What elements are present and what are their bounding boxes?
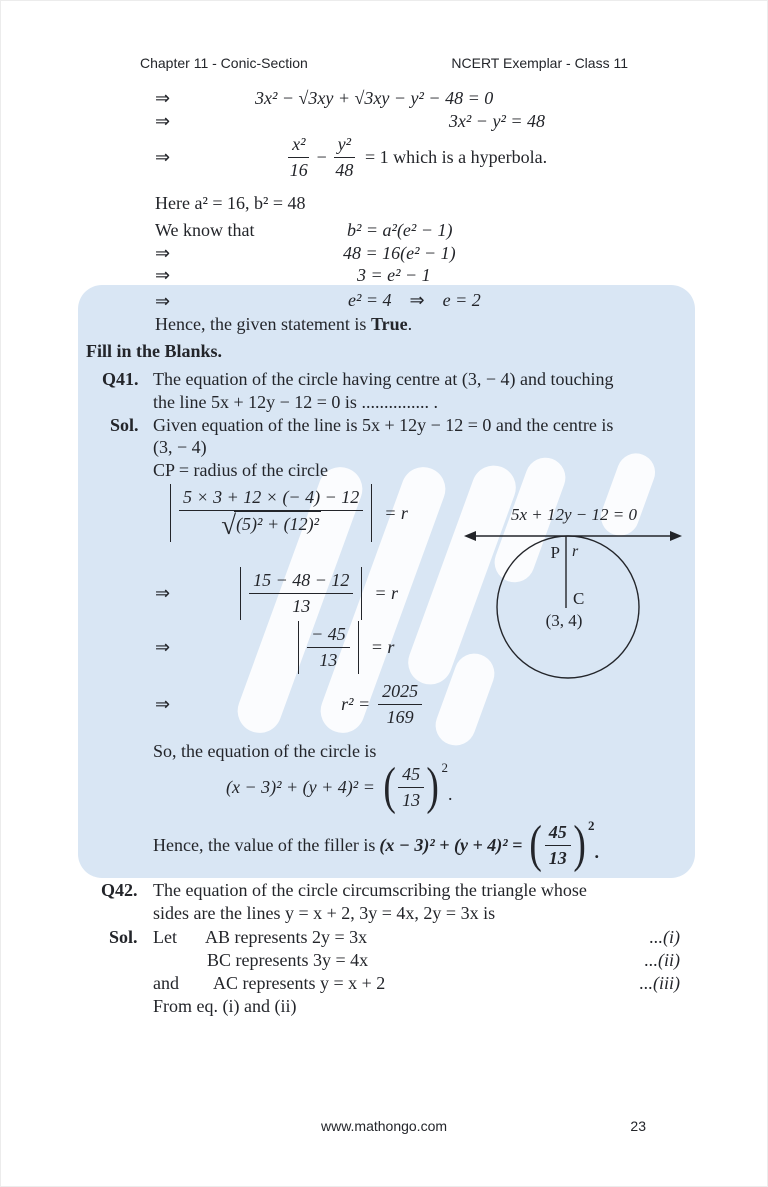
exponent: 2	[441, 759, 448, 775]
question-text: sides are the lines y = x + 2, 3y = 4x, 2y = 3x is	[153, 903, 496, 923]
equation-lhs: (x − 3)² + (y + 4)² =	[379, 835, 523, 855]
circle-tangent-diagram	[460, 496, 700, 688]
open-paren: (	[383, 758, 396, 816]
implies-arrow: ⇒	[155, 583, 171, 603]
equation-step	[155, 621, 394, 674]
equation-tail: = 1 which is a hyperbola.	[365, 147, 548, 167]
fraction-denominator: 13	[319, 650, 338, 670]
solution-text: Given equation of the line is 5x + 12y − 12 = 0 and the centre is	[153, 415, 614, 435]
radius-label: r	[572, 543, 579, 560]
right-arrowhead	[670, 531, 682, 541]
line-definition: AB represents 2y = 3x	[205, 927, 368, 947]
equation-rhs: = r	[374, 583, 399, 603]
fraction-numerator: y²	[334, 134, 355, 158]
implies-arrow: ⇒	[155, 265, 171, 285]
equation-line: 3x² − y² = 48	[448, 111, 545, 131]
solution-text: CP = radius of the circle	[153, 460, 328, 480]
header-book-title: NCERT Exemplar - Class 11	[451, 55, 628, 71]
equation-step	[170, 484, 408, 542]
implies-arrow: ⇒	[155, 291, 171, 311]
fraction-denominator	[221, 511, 321, 539]
period: .	[594, 842, 600, 862]
fraction-denominator: 13	[402, 790, 421, 810]
solution-text: From eq. (i) and (ii)	[153, 996, 297, 1016]
equation-line: 3x² − √3xy + √3xy − y² − 48 = 0	[255, 88, 494, 108]
minus-sign: −	[315, 147, 328, 167]
fraction-denominator: 169	[386, 707, 414, 727]
open-paren: (	[529, 816, 543, 874]
close-paren: )	[573, 816, 586, 874]
equation-lhs: r² =	[341, 694, 371, 714]
implies-arrow: ⇒	[155, 111, 171, 131]
footer-page-number: 23	[630, 1118, 646, 1134]
close-paren: )	[426, 758, 440, 816]
absolute-value	[240, 567, 362, 620]
question-label-q42: Q42.	[101, 880, 138, 900]
fraction-numerator: 15 − 48 − 12	[249, 570, 353, 594]
absolute-value	[170, 484, 372, 542]
fraction-denominator: 48	[335, 160, 354, 180]
fraction-numerator: − 45	[307, 624, 350, 648]
equation-rhs: = r	[370, 637, 395, 657]
equation-reference: ...(i)	[649, 927, 680, 947]
implies-arrow: ⇒	[155, 147, 171, 167]
diagram-line-equation: 5x + 12y − 12 = 0	[510, 505, 638, 524]
fraction-numerator: 45	[398, 764, 424, 788]
statement-conclusion: Hence, the given statement is True.	[155, 314, 413, 334]
equation-line: e² = 4 ⇒ e = 2	[348, 290, 481, 310]
circle-shape	[497, 536, 639, 678]
implies-arrow: ⇒	[155, 88, 171, 108]
square-root: √ (5)² + (12)²	[221, 510, 319, 540]
equation-step	[155, 681, 422, 728]
true-word: True	[370, 314, 408, 334]
tangent-point-label: P	[550, 543, 560, 562]
fraction-numerator: x²	[288, 134, 309, 158]
equation-line	[155, 134, 547, 181]
equation-reference: ...(ii)	[644, 950, 680, 970]
circle-equation	[226, 758, 453, 816]
fraction-numerator: 45	[545, 822, 571, 846]
implies-arrow: ⇒	[409, 290, 425, 310]
centre-coordinates: (3, 4)	[545, 611, 583, 630]
equation-reference: ...(iii)	[639, 973, 680, 993]
fraction-numerator: 2025	[378, 681, 422, 705]
question-text: The equation of the circle circumscribing the triangle whose	[153, 880, 587, 900]
solution-label: Sol.	[110, 415, 139, 435]
fraction-denominator: 13	[292, 596, 311, 616]
implies-arrow: ⇒	[155, 243, 171, 263]
equation-line: b² = a²(e² − 1)	[347, 220, 453, 240]
fraction-denominator: 13	[548, 848, 567, 868]
left-arrowhead	[464, 531, 476, 541]
solution-label: Sol.	[109, 927, 138, 947]
row-prefix: Let	[153, 927, 177, 947]
text-line: Here a² = 16, b² = 48	[155, 193, 306, 213]
header-chapter-title: Chapter 11 - Conic-Section	[140, 55, 308, 71]
equation-rhs: = r	[384, 502, 408, 523]
fraction-numerator: 5 × 3 + 12 × (− 4) − 12	[179, 487, 363, 511]
absolute-value	[298, 621, 359, 674]
period: .	[448, 784, 453, 804]
solution-text: So, the equation of the circle is	[153, 741, 377, 761]
question-text: the line 5x + 12y − 12 = 0 is ............... .	[153, 392, 438, 412]
radical-sign: √	[221, 510, 237, 540]
equation-line: 3 = e² − 1	[357, 265, 431, 285]
equation-lhs: (x − 3)² + (y + 4)² =	[226, 777, 375, 797]
line-definition: AC represents y = x + 2	[213, 973, 386, 993]
filler-answer: Hence, the value of the filler is (x − 3)² + (y + 4)² = ( $\frac{45}{13}$ ) $^2$ .	[153, 816, 600, 874]
fraction-denominator: 16	[289, 160, 308, 180]
equation-line: 48 = 16(e² − 1)	[343, 243, 456, 263]
question-text: The equation of the circle having centre at (3, − 4) and touching	[153, 369, 614, 389]
question-label-q41: Q41.	[102, 369, 139, 389]
row-prefix: and	[153, 973, 179, 993]
implies-arrow: ⇒	[155, 694, 171, 714]
implies-arrow: ⇒	[155, 637, 171, 657]
footer-site-url: www.mathongo.com	[320, 1118, 448, 1134]
section-title: Fill in the Blanks.	[86, 341, 223, 361]
line-definition: BC represents 3y = 4x	[207, 950, 369, 970]
equation-step	[155, 567, 398, 620]
solution-text: (3, − 4)	[153, 437, 207, 457]
exponent: 2	[588, 817, 595, 833]
text-line: We know that	[155, 220, 255, 240]
centre-label: C	[573, 589, 585, 608]
